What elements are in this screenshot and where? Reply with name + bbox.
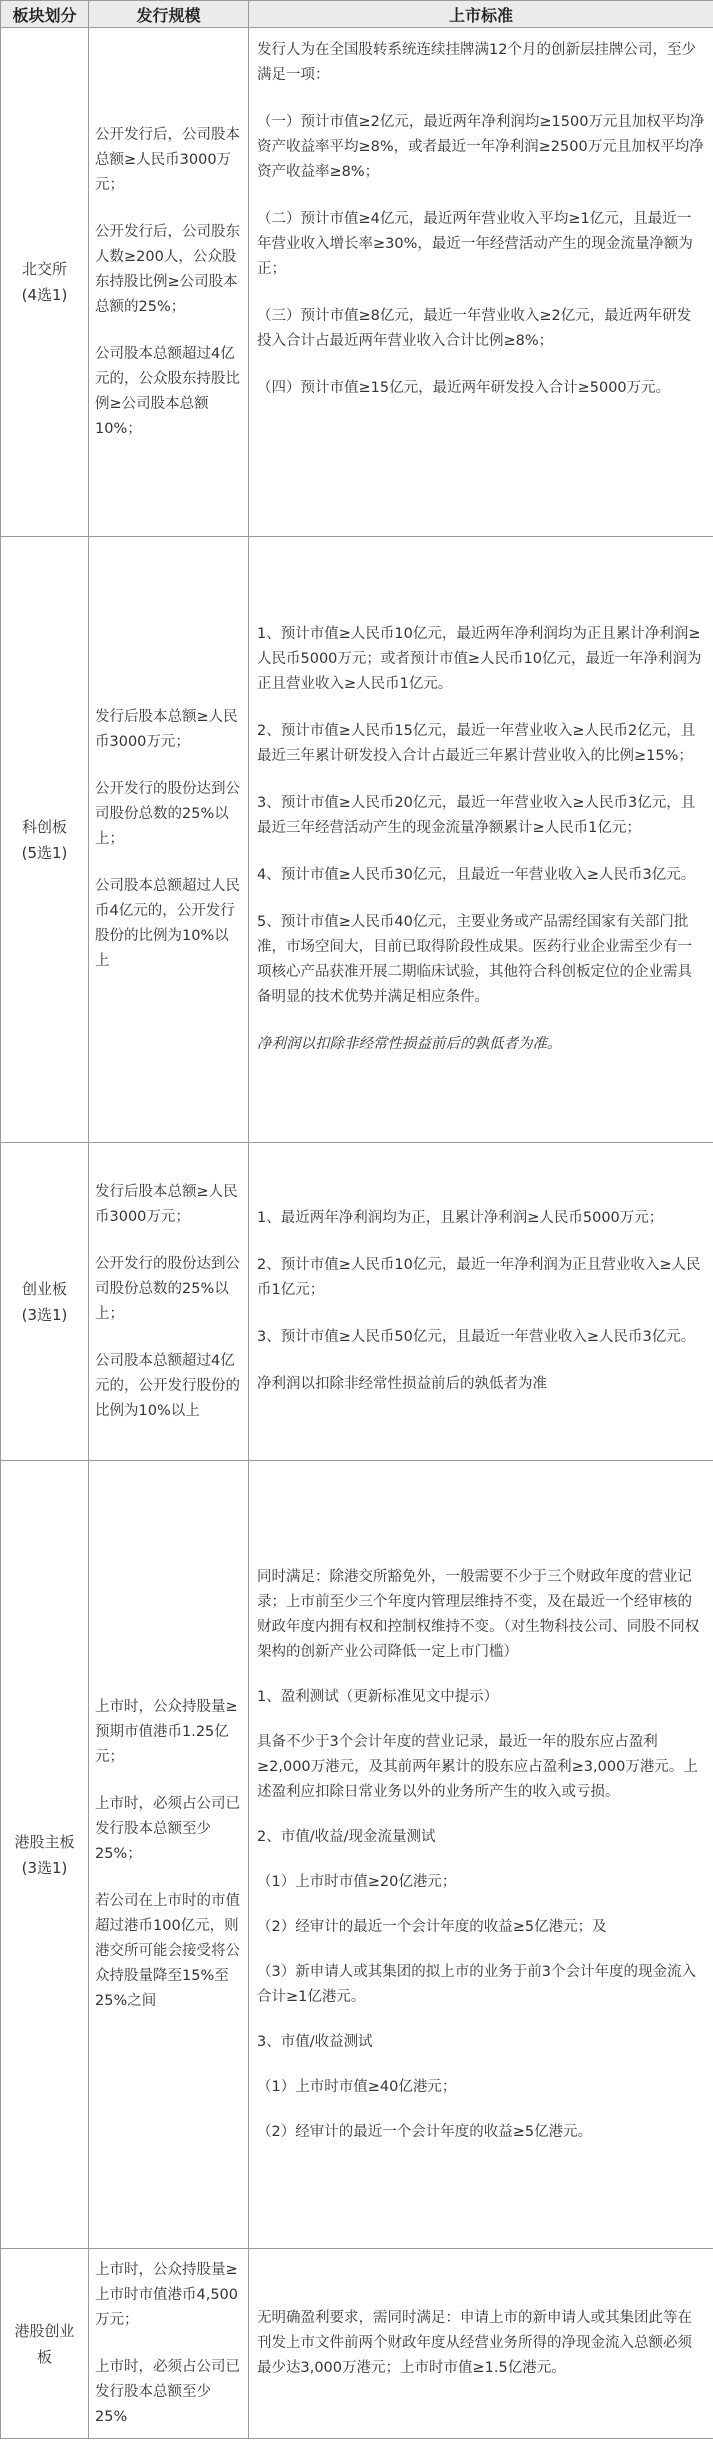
board-name: 北交所 (21, 260, 67, 278)
standard-text: 1、最近两年净利润均为正，且累计净利润≥人民币5000万元； (257, 1210, 664, 1226)
board-cell (1, 2249, 89, 2439)
board-cell (1, 1143, 89, 1461)
standard-text: 3、市值/收益测试 (257, 2033, 373, 2050)
table-row-bse (1, 28, 713, 537)
standard-cell (249, 1143, 713, 1461)
issue-text: 公司股本总额超过4亿元的，公众股东持股比例≥公司股本总额10%； (95, 345, 240, 437)
standard-text: （1）上市时市值≥20亿港元； (257, 1873, 457, 1890)
standard-text: 5、预计市值≥人民币40亿元，主要业务或产品需经国家有关部门批准，市场空间大，目前已取得阶段性成果。医药行业企业需至少有一项核心产品获准开展二期临床试验，其他符合科创板定位的企业需具备明显的技术优势并满足相应条件。 (257, 914, 692, 1005)
board-cell (1, 537, 89, 1143)
table-row-chinext (1, 1143, 713, 1461)
standard-cell (249, 2249, 713, 2439)
standard-text: 净利润以扣除非经常性损益前后的孰低者为准 (257, 1376, 547, 1392)
standard-text: 2、预计市值≥人民币15亿元，最近一年营业收入≥人民币2亿元，且最近三年累计研发投入合计占最近三年累计营业收入的比例≥15%； (257, 723, 696, 764)
table-row-hk-gem (1, 2249, 713, 2439)
standard-text: （三）预计市值≥8亿元，最近一年营业收入≥2亿元，最近两年研发投入合计占最近两年营业收入合计比例≥8%； (257, 308, 692, 349)
issue-cell (89, 28, 249, 537)
issue-text: 上市时，公众持股量≥预期市值港币1.25亿元； (95, 1699, 238, 1765)
board-cell (1, 1461, 89, 2249)
issue-text: 发行后股本总额≥人民币3000万元； (95, 709, 238, 750)
header-row (1, 1, 713, 28)
table-row-hk-main (1, 1461, 713, 2249)
standard-text: 1、预计市值≥人民币10亿元，最近两年净利润均为正且累计净利润≥人民币5000万元；或者预计市值≥人民币10亿元，最近一年净利润为正且营业收入≥人民币1亿元。 (257, 626, 702, 692)
standard-text: 具备不少于3个会计年度的营业记录，最近一年的股东应占盈利≥2,000万港元，及其前两年累计的股东应占盈利≥3,000万港元。上述盈利应扣除日常业务以外的业务所产生的收入或亏损。 (257, 1733, 698, 1800)
issue-text: 上市时，公众持股量≥上市时市值港币4,500万元； (95, 2261, 239, 2328)
standard-text: （四）预计市值≥15亿元，最近两年研发投入合计≥5000万元。 (257, 380, 671, 396)
board-rule: (4选1) (21, 286, 68, 304)
issue-text: 公开发行的股份达到公司股份总数的25%以上； (95, 1255, 240, 1322)
standard-text: 发行人为在全国股转系统连续挂牌满12个月的创新层挂牌公司，至少满足一项： (257, 42, 696, 83)
issue-cell (89, 1143, 249, 1461)
standard-text: （3）新申请人或其集团的拟上市的业务于前3个会计年度的现金流入合计≥1亿港元。 (257, 1963, 696, 2005)
standard-text: 同时满足：除港交所豁免外，一般需要不少于三个财政年度的营业记录；上市前至少三个年度内管理层维持不变，及在最近一个经审核的财政年度内拥有权和控制权维持不变。（对生物科技公司、同股不同权架构的创新产业公司降低一定上市门槛） (257, 1568, 700, 1660)
standard-note: 净利润以扣除非经常性损益前后的孰低者为准。 (257, 1036, 562, 1052)
issue-text: 公开发行的股份达到公司股份总数的25%以上； (95, 781, 240, 847)
standard-cell (249, 537, 713, 1143)
issue-text: 公司股本总额超过人民币4亿元的，公开发行股份的比例为10%以上 (95, 878, 240, 969)
standard-text: 2、市值/收益/现金流量测试 (257, 1828, 436, 1845)
standard-text: 1、盈利测试（更新标准见文中提示） (257, 1688, 499, 1705)
issue-text: 若公司在上市时的市值超过港币100亿元，则港交所可能会接受将公众持股量降至15%至25%之间 (95, 1893, 240, 2009)
standard-text: （2）经审计的最近一个会计年度的收益≥5亿港元。 (257, 2123, 593, 2140)
board-cell (1, 28, 89, 537)
standard-text: （一）预计市值≥2亿元，最近两年净利润均≥1500万元且加权平均净资产收益率平均≥8%，或者最近一年净利润≥2500万元且加权平均净资产收益率≥8%； (257, 114, 705, 180)
board-rule: (3选1) (21, 1858, 68, 1877)
standard-cell (249, 1461, 713, 2249)
board-name: 科创板 (21, 817, 67, 836)
standard-text: 无明确盈利要求，需同时满足：申请上市的新申请人或其集团此等在刊发上市文件前两个财政年度从经营业务所得的净现金流入总额必须最少达3,000万港元；上市时市值≥1.5亿港元。 (257, 2310, 692, 2376)
issue-text: 上市时，必须占公司已发行股本总额至少25%； (95, 1796, 240, 1862)
issue-text: 公开发行后，公司股本总额≥人民币3000万元； (95, 126, 240, 193)
board-name: 港股主板 (14, 1832, 75, 1851)
board-rule: (3选1) (21, 1305, 68, 1324)
standard-text: 3、预计市值≥人民币50亿元，且最近一年营业收入≥人民币3亿元。 (257, 1329, 696, 1345)
standard-text: 3、预计市值≥人民币20亿元，最近一年营业收入≥人民币3亿元，且最近三年经营活动产生的现金流量净额累计≥人民币1亿元； (257, 795, 696, 836)
issue-text: 上市时，必须占公司已发行股本总额至少25% (95, 2358, 240, 2425)
standard-text: （2）经审计的最近一个会计年度的收益≥5亿港元；及 (257, 1918, 607, 1935)
standard-cell (249, 28, 713, 537)
issue-cell (89, 2249, 249, 2439)
issue-text: 发行后股本总额≥人民币3000万元； (95, 1183, 238, 1225)
issue-text: 公开发行后，公司股东人数≥200人，公众股东持股比例≥公司股本总额的25%； (95, 223, 240, 315)
table-row-star (1, 537, 713, 1143)
standard-text: 4、预计市值≥人民币30亿元，且最近一年营业收入≥人民币3亿元。 (257, 867, 696, 883)
header-board: 板块划分 (1, 1, 89, 28)
issue-cell (89, 1461, 249, 2249)
standard-text: 2、预计市值≥人民币10亿元，最近一年净利润为正且营业收入≥人民币1亿元； (257, 1257, 701, 1298)
issue-text: 公司股本总额超过4亿元的，公开发行股份的比例为10%以上 (95, 1352, 240, 1419)
standard-text: （1）上市时市值≥40亿港元； (257, 2078, 457, 2095)
board-name: 创业板 (21, 1279, 67, 1298)
issue-cell (89, 537, 249, 1143)
board-name: 港股创业 (14, 2321, 75, 2340)
header-listing-standard: 上市标准 (249, 1, 713, 28)
header-issue-scale: 发行规模 (89, 1, 249, 28)
board-rule: (5选1) (21, 843, 68, 862)
standard-text: （二）预计市值≥4亿元，最近两年营业收入平均≥1亿元，且最近一年营业收入增长率≥30%，最近一年经营活动产生的现金流量净额为正； (257, 211, 693, 277)
board-name-cont: 板 (36, 2347, 52, 2366)
